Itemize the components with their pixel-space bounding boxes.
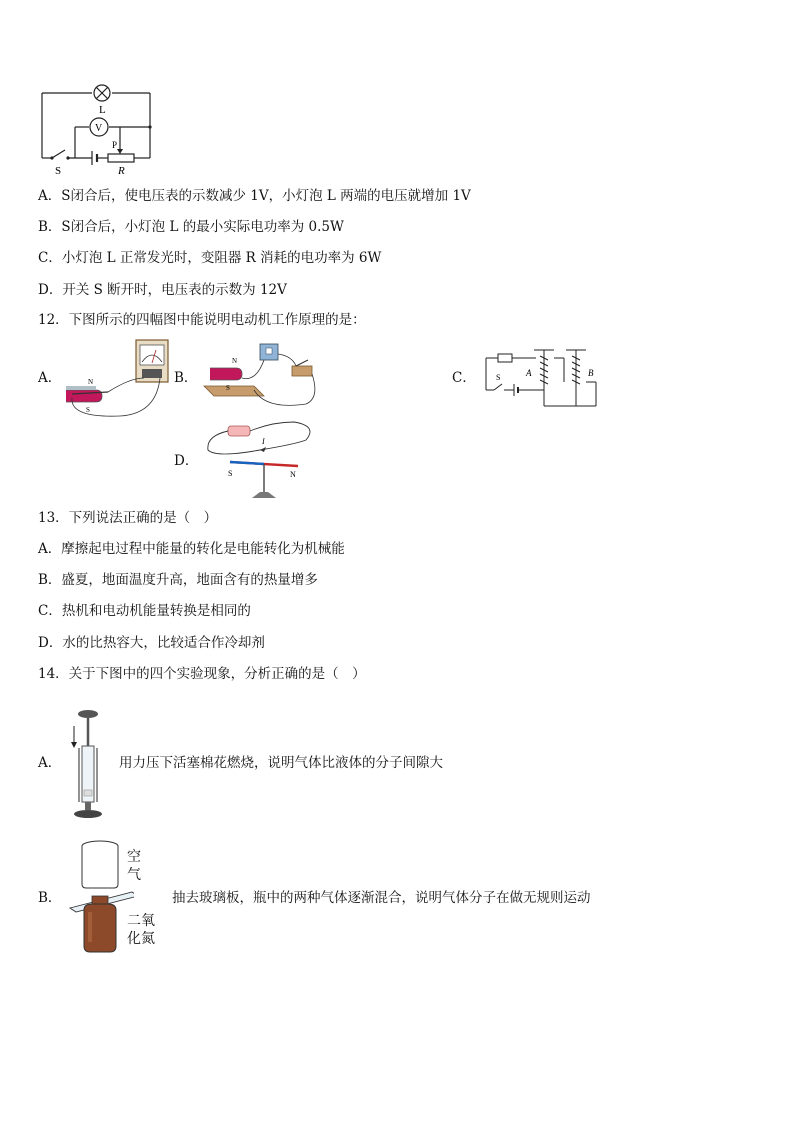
q12-label-c: C． [452, 370, 476, 386]
q11-option-c: C．小灯泡 L 正常发光时，变阻器 R 消耗的电功率为 6W [38, 250, 382, 266]
q12c-label-b: B [588, 368, 594, 378]
q14-figure-a-fire-syringe [64, 706, 114, 822]
q14-label-a: A． [38, 755, 62, 771]
q12-stem: 12．下图所示的四幅图中能说明电动机工作原理的是： [38, 312, 366, 328]
q12a-magnet-n: N [88, 378, 94, 386]
q11-option-b: B．S闭合后，小灯泡 L 的最小实际电功率为 0.5W [38, 219, 344, 235]
q12d-needle-s: S [228, 469, 233, 478]
q12-label-a: A． [38, 370, 62, 386]
q11-circuit-diagram [30, 78, 160, 176]
q12a-magnet-s: S [86, 406, 90, 414]
q12b-magnet-s: S [226, 384, 230, 392]
q14-option-a-text: 用力压下活塞棉花燃烧，说明气体比液体的分子间隙大 [119, 755, 443, 771]
q12c-label-s: S [496, 373, 501, 382]
lamp-label: L [99, 104, 106, 116]
q14b-air-label-2: 气 [127, 867, 141, 883]
q14b-no2-label-1: 二氧 [127, 913, 155, 929]
q14b-air-label-1: 空 [127, 849, 141, 865]
q13-stem: 13．下列说法正确的是（ ） [38, 510, 218, 526]
q13-option-c: C．热机和电动机能量转换是相同的 [38, 603, 251, 619]
q13-option-d: D．水的比热容大，比较适合作冷却剂 [38, 635, 265, 651]
q12-figure-b [196, 338, 324, 410]
q12-label-d: D． [174, 453, 199, 469]
q12c-label-a: A [526, 368, 532, 378]
q12-figure-d [200, 414, 318, 502]
q14b-no2-label-2: 化氮 [127, 931, 155, 947]
q13-option-b: B．盛夏，地面温度升高，地面含有的热量增多 [38, 572, 318, 588]
q12-label-b: B． [174, 370, 198, 386]
q13-option-a: A．摩擦起电过程中能量的转化是电能转化为机械能 [38, 541, 345, 557]
q12d-current-label: I [262, 437, 265, 446]
q12-figure-a [60, 338, 172, 420]
q12-figure-c [476, 342, 606, 414]
voltmeter-label: V [95, 123, 103, 134]
q11-option-d: D．开关 S 断开时，电压表的示数为 12V [38, 282, 287, 298]
q14-label-b: B． [38, 890, 62, 906]
rheostat-label: R [118, 165, 125, 176]
q12b-magnet-n: N [232, 357, 238, 365]
q14-option-b-text: 抽去玻璃板，瓶中的两种气体逐渐混合，说明气体分子在做无规则运动 [172, 890, 591, 906]
q12d-needle-n: N [290, 470, 296, 479]
q14-figure-b-gas-jars [64, 838, 134, 956]
slider-label: P [112, 140, 118, 150]
q11-option-a: A．S闭合后，使电压表的示数减少 1V，小灯泡 L 两端的电压就增加 1V [38, 188, 471, 204]
q14-stem: 14．关于下图中的四个实验现象，分析正确的是（ ） [38, 666, 366, 682]
switch-label: S [55, 165, 62, 176]
